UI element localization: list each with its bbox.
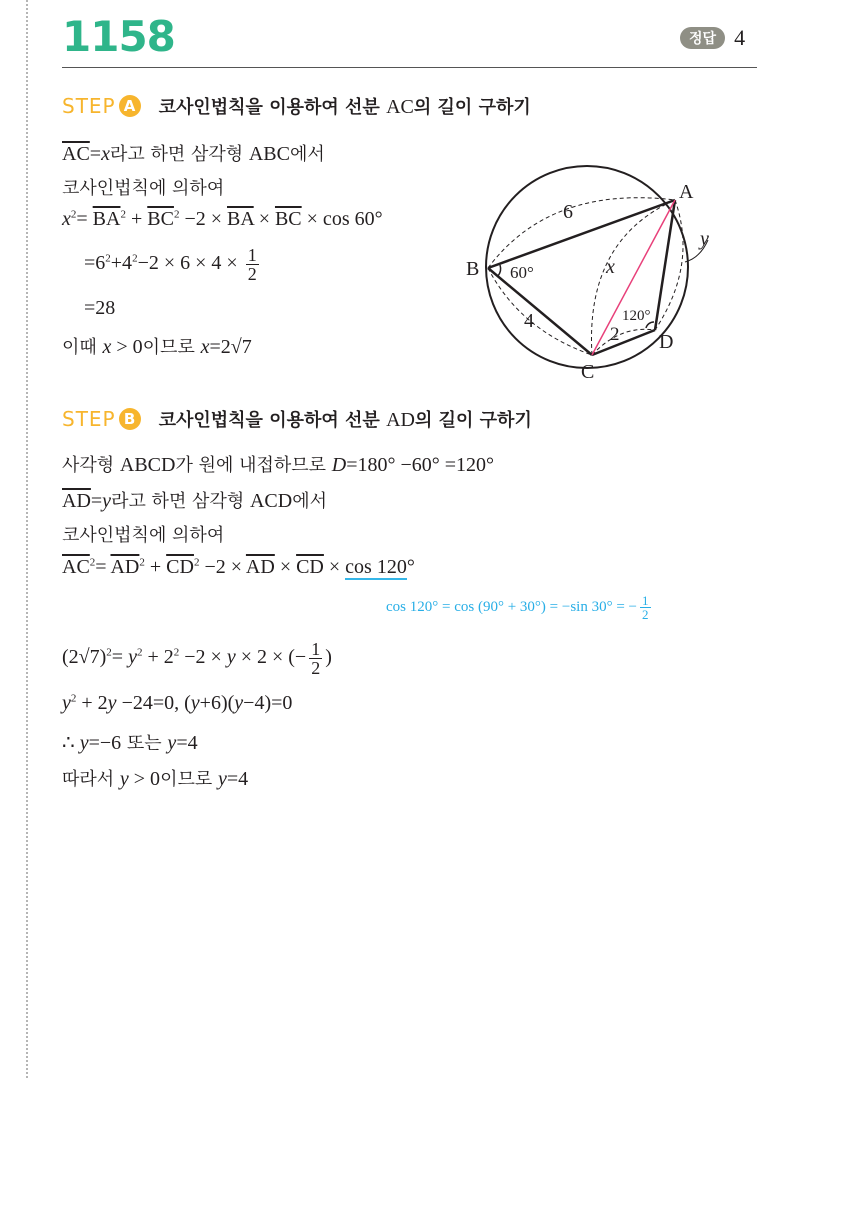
step-a-line-1: $\overline{AC}=x$라고 하면 삼각형 ABC에서	[62, 143, 325, 165]
step-label: STEP	[62, 407, 116, 431]
step-a-line-3: $x^2= \overline{BA}^2 + \overline{BC}^2 -2 \times \overline{BA} \times \overline{BC} \times \cos 60^\circ$	[62, 208, 383, 230]
step-a-line-6: 이때 x > 0이므로 x=2√7	[62, 336, 252, 358]
cyclic-quadrilateral-figure	[460, 140, 740, 390]
svg-text:6: 6	[563, 201, 573, 223]
answer-block	[680, 25, 745, 51]
step-b-line-8: 따라서 y > 0이므로 y=4	[62, 768, 249, 790]
svg-text:C: C	[581, 361, 595, 383]
step-b-title	[159, 406, 532, 432]
step-b-line-7: ∴ y=−6 또는 y=4	[62, 732, 198, 754]
svg-text:4: 4	[524, 310, 534, 332]
title-text: 코사인법칙을 이용하여 선분	[158, 410, 387, 431]
cos120-note: cos 120° = cos (90° + 30°) = −sin 30° = − $\frac{1}{2}$	[386, 593, 649, 622]
title-text: 의 길이 구하기	[414, 410, 532, 431]
step-b-line-3: 코사인법칙에 의하여	[62, 525, 225, 546]
step-b-line-5: $(2√7)^2= y^2 + 2^2 -2 \times y \times 2$ × (− $\frac{1}{2}$ )	[62, 639, 332, 678]
step-a-title	[159, 93, 531, 119]
step-b-line-2: $\overline{AD}=y$라고 하면 삼각형 ACD에서	[62, 490, 327, 512]
step-label: STEP	[62, 94, 116, 118]
svg-text:B: B	[466, 258, 480, 280]
step-a-line-4: $=6^2+4^2-2 \times 6 \times 4$ × $\frac{1}{2}$	[84, 245, 257, 284]
svg-text:2: 2	[610, 324, 620, 345]
svg-text:y: y	[700, 228, 709, 250]
step-b-circle-icon: B	[119, 408, 141, 430]
step-a-circle-icon: A	[119, 95, 141, 117]
step-a-line-2: 코사인법칙에 의하여	[62, 178, 225, 199]
svg-text:60°: 60°	[510, 263, 534, 282]
step-b-heading	[62, 406, 532, 432]
svg-text:x: x	[606, 256, 615, 278]
title-text: 의 길이 구하기	[413, 97, 531, 118]
svg-text:D: D	[659, 331, 674, 353]
step-b-line-4: $\overline{AC}^2= \overline{AD}^2 + \overline{CD}^2 -2 \times \overline{AD} \times \overline{CD} \times \cos 120^\circ$	[62, 556, 415, 578]
title-text: 코사인법칙을 이용하여 선분	[158, 97, 387, 118]
step-b-line-6: $y^2 + 2y -24=0$, (y+6)(y−4)=0	[62, 692, 293, 714]
header-divider	[62, 67, 757, 68]
step-b-line-1: 사각형 ABCD가 원에 내접하므로 D=180° −60° =120°	[62, 454, 495, 476]
title-math: AC	[386, 96, 414, 118]
title-math: AD	[386, 409, 415, 431]
svg-text:A: A	[679, 181, 694, 203]
answer-badge: 정답	[680, 27, 725, 49]
page-fold-dotted-line	[26, 0, 28, 1078]
step-a-line-5: =28	[84, 297, 116, 319]
answer-value: 4	[734, 25, 746, 50]
step-a-heading	[62, 93, 531, 119]
problem-number: 1158	[62, 12, 175, 61]
svg-text:120°: 120°	[622, 308, 651, 324]
